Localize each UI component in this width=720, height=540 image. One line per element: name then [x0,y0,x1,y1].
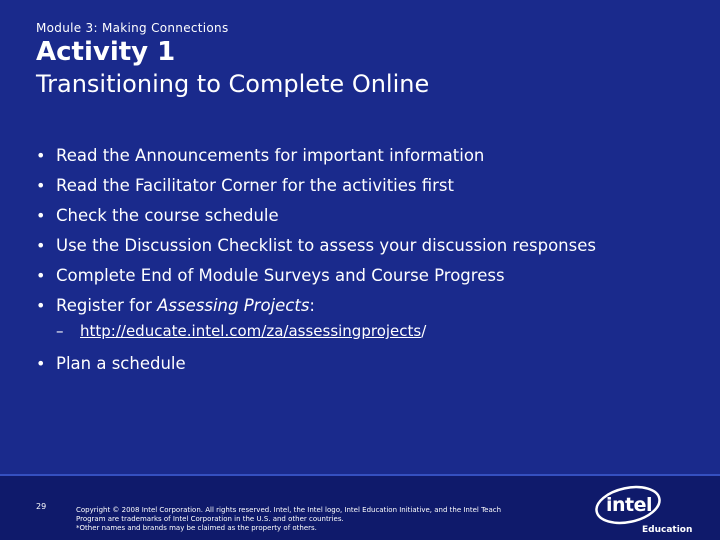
sub-bullet-item [36,322,696,350]
bullet-dot-icon: • [36,206,46,225]
bullet-item [36,142,696,172]
register-suffix: : [309,296,315,315]
bullet-item-register [36,292,696,322]
slide-title: Activity 1 [36,37,176,67]
assessing-projects-link[interactable]: http://educate.intel.com/za/assessingprojects [80,322,422,340]
bullet-dot-icon: • [36,146,46,165]
copyright-line: Program are trademarks of Intel Corporation in the U.S. and other countries. [76,515,344,523]
page-number: 29 [36,502,47,511]
bullet-text: Read the Announcements for important information [56,146,485,165]
bullet-dot-icon: • [36,354,46,373]
bullet-list [36,142,696,380]
footer-divider [0,474,720,476]
bullet-dot-icon: • [36,176,46,195]
slide-subtitle: Transitioning to Complete Online [36,70,430,98]
copyright-line: Copyright © 2008 Intel Corporation. All rights reserved. Intel, the Intel logo, Intel Education Initiative, and the Intel Teach [76,506,502,514]
bullet-item [36,202,696,232]
intel-logo-word: intel [606,494,653,516]
logo-education-label: Education [642,525,693,535]
copyright-notice [76,506,586,533]
bullet-text: Check the course schedule [56,206,279,225]
bullet-dot-icon: • [36,236,46,255]
sub-bullet-dash: – [56,322,64,340]
module-label: Module 3: Making Connections [36,21,229,35]
copyright-line: *Other names and brands may be claimed as the property of others. [76,524,317,532]
bullet-text: Plan a schedule [56,354,186,373]
register-prefix: Register for [56,296,158,315]
bullet-text: Complete End of Module Surveys and Course Progress [56,266,505,285]
register-italic: Assessing Projects [157,296,310,315]
bullet-item [36,262,696,292]
bullet-text: Read the Facilitator Corner for the activities first [56,176,454,195]
bullet-text: Use the Discussion Checklist to assess your discussion responses [56,236,596,255]
link-trailing-slash: / [421,322,427,340]
bullet-item [36,172,696,202]
bullet-dot-icon: • [36,296,46,315]
footer [0,474,720,540]
bullet-item [36,350,696,380]
bullet-dot-icon: • [36,266,46,285]
bullet-item [36,232,696,262]
intel-education-logo [592,482,692,538]
